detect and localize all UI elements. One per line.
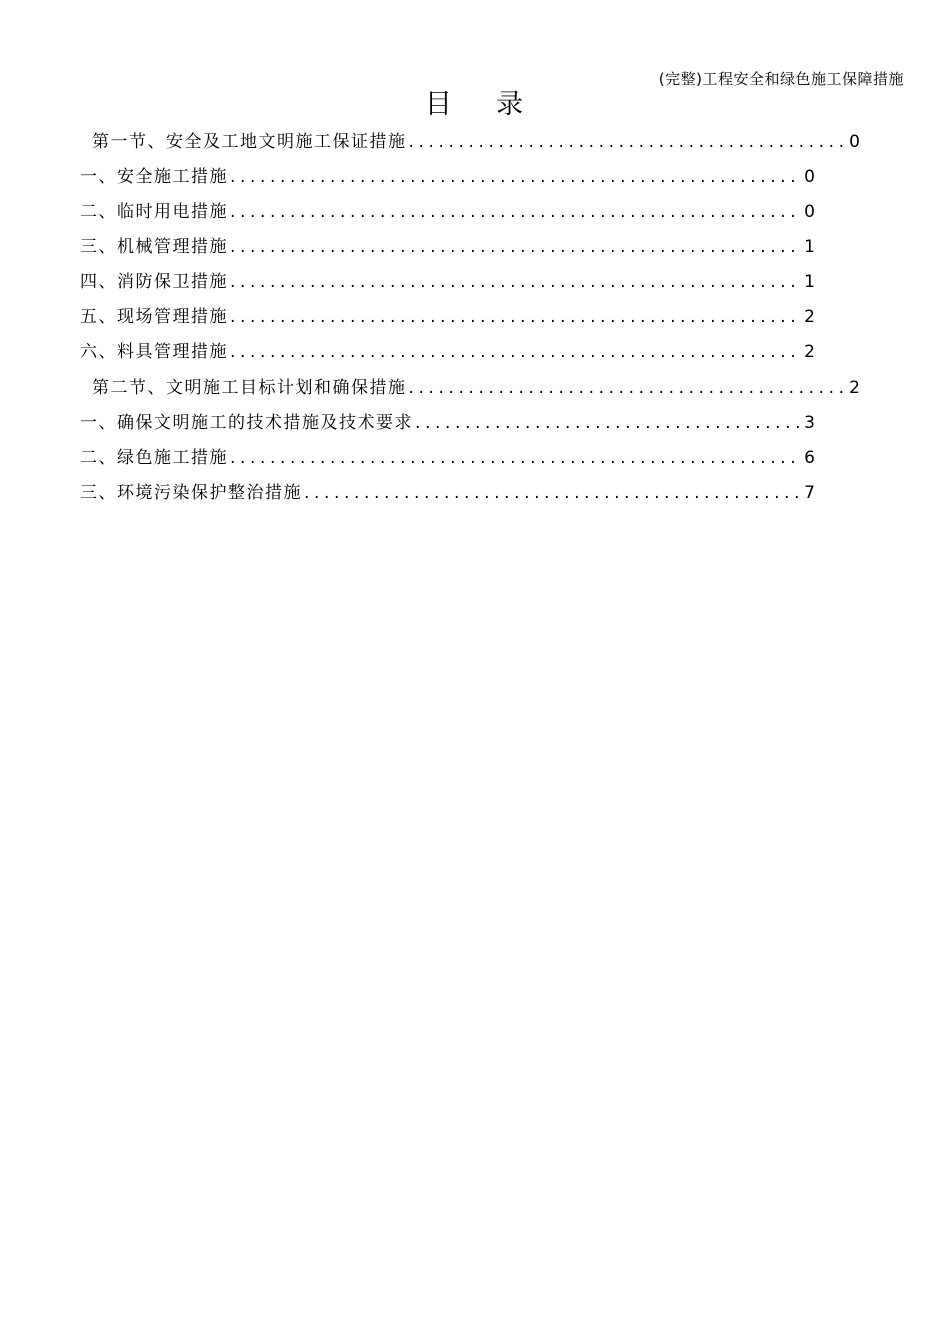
toc-entry-temporary-power[interactable]: [80, 197, 815, 227]
toc-entry-page: 6: [804, 448, 815, 468]
toc-entry-label: 一、安全施工措施: [80, 167, 228, 187]
toc-entry-fire-security[interactable]: [80, 267, 815, 297]
toc-entry-label: 二、临时用电措施: [80, 202, 228, 222]
toc-dot-leader: [230, 307, 800, 327]
toc-entry-page: 2: [849, 378, 860, 398]
toc-entry-page: 2: [804, 307, 815, 327]
page-header-title: (完整)工程安全和绿色施工保障措施: [658, 70, 904, 88]
toc-entry-page: 2: [804, 342, 815, 362]
toc-entry-page: 7: [804, 483, 815, 503]
toc-entry-site-management[interactable]: [80, 302, 815, 332]
toc-entry-section-2[interactable]: [92, 373, 860, 403]
toc-dot-leader: [409, 132, 846, 152]
toc-entry-materials[interactable]: [80, 337, 815, 367]
toc-entry-technical-measures[interactable]: [80, 408, 815, 438]
toc-entry-label: 二、绿色施工措施: [80, 448, 228, 468]
toc-entry-safety-construction[interactable]: [80, 162, 815, 192]
toc-entry-label: 三、环境污染保护整治措施: [80, 483, 302, 503]
toc-dot-leader: [230, 202, 800, 222]
toc-dot-leader: [304, 483, 800, 503]
toc-dot-leader: [230, 448, 800, 468]
toc-title: 目 录: [424, 89, 526, 120]
toc-entry-page: 0: [804, 167, 815, 187]
toc-dot-leader: [409, 378, 846, 398]
toc-entry-label: 三、机械管理措施: [80, 237, 228, 257]
toc-entry-green-construction[interactable]: [80, 443, 815, 473]
toc-entry-page: 0: [804, 202, 815, 222]
toc-dot-leader: [230, 342, 800, 362]
toc-entry-label: 第二节、文明施工目标计划和确保措施: [92, 378, 407, 398]
toc-entry-pollution-control[interactable]: [80, 478, 815, 508]
toc-entry-label: 四、消防保卫措施: [80, 272, 228, 292]
toc-entry-page: 0: [849, 132, 860, 152]
toc-entry-section-1[interactable]: [92, 127, 860, 157]
toc-entry-label: 一、确保文明施工的技术措施及技术要求: [80, 413, 413, 433]
toc-entry-label: 六、料具管理措施: [80, 342, 228, 362]
toc-dot-leader: [230, 167, 800, 187]
toc-dot-leader: [230, 237, 800, 257]
toc-entry-label: 五、现场管理措施: [80, 307, 228, 327]
toc-entry-label: 第一节、安全及工地文明施工保证措施: [92, 132, 407, 152]
toc-entry-page: 3: [804, 413, 815, 433]
toc-entry-page: 1: [804, 237, 815, 257]
toc-dot-leader: [415, 413, 800, 433]
toc-entry-page: 1: [804, 272, 815, 292]
toc-entry-machinery[interactable]: [80, 232, 815, 262]
toc-dot-leader: [230, 272, 800, 292]
